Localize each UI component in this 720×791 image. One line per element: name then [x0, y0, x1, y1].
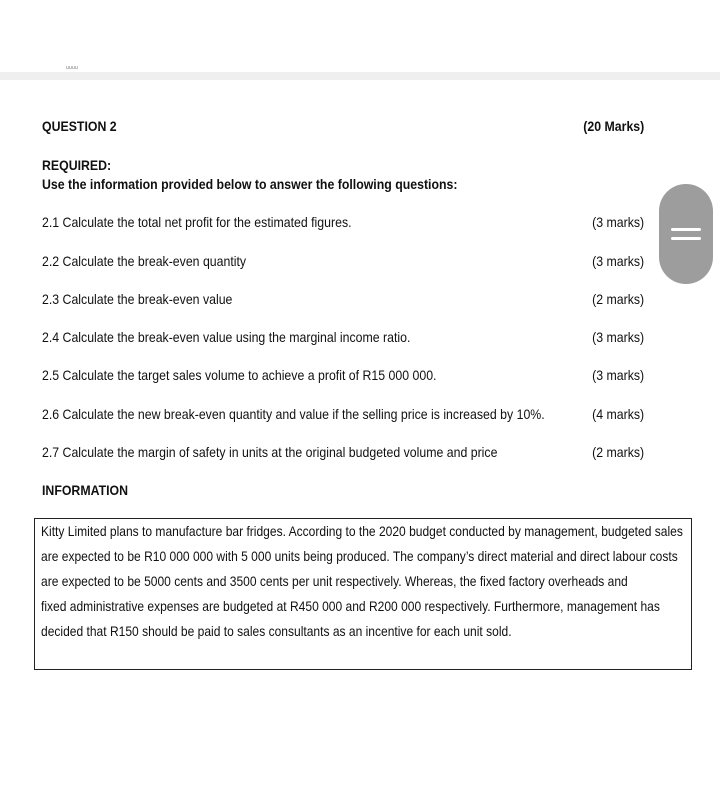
question-item-marks: (2 marks)	[591, 444, 644, 460]
information-line: are expected to be 5000 cents and 3500 cents per unit respectively. Whereas, the fixed factory overheads and	[41, 573, 628, 589]
question-item-2-5	[42, 367, 644, 387]
question-item-2-3	[42, 291, 644, 311]
information-line: decided that R150 should be paid to sales consultants as an incentive for each unit sold.	[41, 623, 512, 639]
top-divider-band	[0, 72, 720, 80]
question-total-marks: (20 Marks)	[583, 118, 644, 134]
question-header	[42, 118, 572, 138]
information-box	[34, 518, 692, 670]
question-item-marks: (3 marks)	[591, 367, 644, 383]
scroll-handle[interactable]	[659, 184, 713, 284]
question-item-2-6	[42, 406, 644, 426]
question-item-text: 2.5 Calculate the target sales volume to achieve a profit of R15 000 000.	[42, 367, 437, 383]
question-item-marks: (3 marks)	[591, 214, 644, 230]
question-total-marks-wrap	[583, 118, 644, 138]
page-header-mark: uuuu	[66, 65, 78, 71]
instruction-text: Use the information provided below to answer the following questions:	[42, 176, 458, 192]
question-item-2-1	[42, 214, 644, 234]
question-item-text: 2.1 Calculate the total net profit for the estimated figures.	[42, 214, 352, 230]
question-item-marks: (4 marks)	[591, 406, 644, 422]
question-item-2-2	[42, 253, 644, 273]
question-item-text: 2.3 Calculate the break-even value	[42, 291, 233, 307]
question-item-text: 2.4 Calculate the break-even value using the marginal income ratio.	[42, 329, 411, 345]
question-item-text: 2.7 Calculate the margin of safety in units at the original budgeted volume and price	[42, 444, 498, 460]
information-line: fixed administrative expenses are budgeted at R450 000 and R200 000 respectively. Furthermore, management has	[41, 598, 660, 614]
question-item-2-4	[42, 329, 644, 349]
required-label: REQUIRED:	[42, 157, 112, 173]
information-line: are expected to be R10 000 000 with 5 000 units being produced. The company’s direct material and direct labour costs	[41, 548, 678, 564]
question-item-marks: (2 marks)	[591, 291, 644, 307]
question-item-marks: (3 marks)	[591, 329, 644, 345]
question-title: QUESTION 2	[42, 118, 117, 134]
question-item-2-7	[42, 444, 644, 464]
information-line: Kitty Limited plans to manufacture bar fridges. According to the 2020 budget conducted by management, budgeted sales	[41, 523, 683, 539]
question-item-text: 2.2 Calculate the break-even quantity	[42, 253, 247, 269]
information-heading: INFORMATION	[42, 482, 129, 498]
question-item-text: 2.6 Calculate the new break-even quantity and value if the selling price is increased by 10%.	[42, 406, 545, 422]
question-item-marks: (3 marks)	[591, 253, 644, 269]
